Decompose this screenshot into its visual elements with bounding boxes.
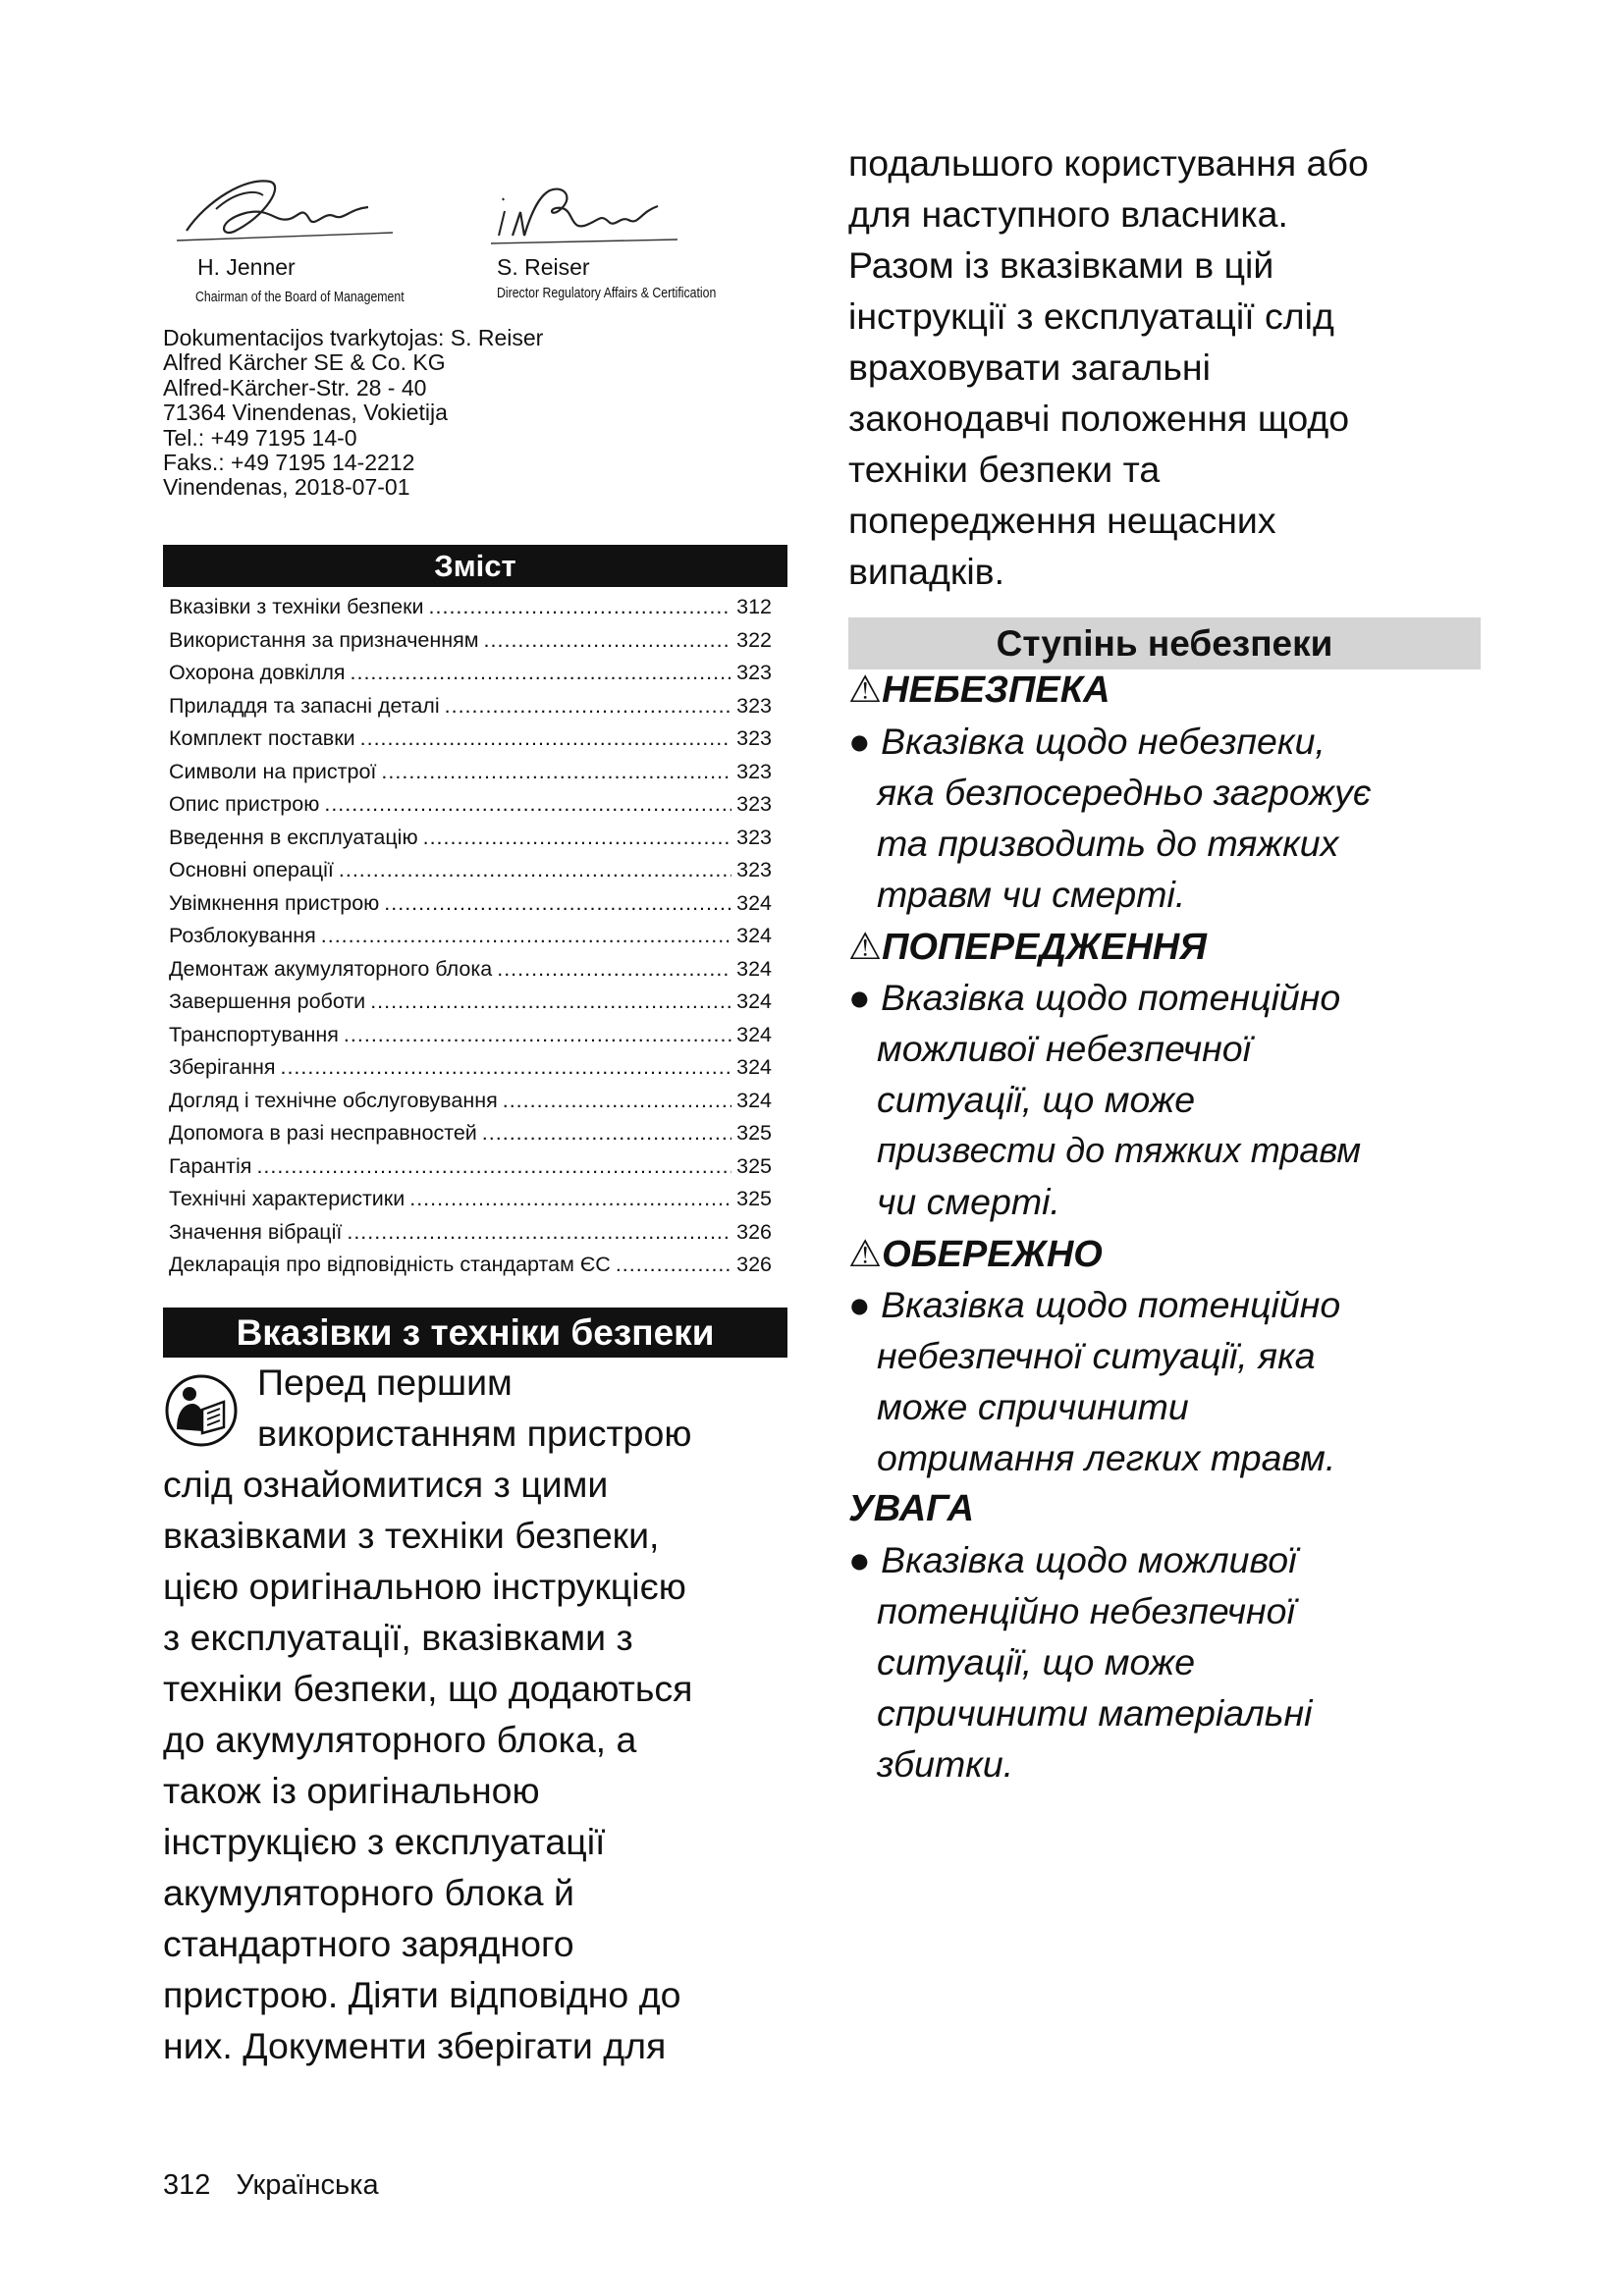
imprint-line: 71364 Vinendenas, Vokietija (163, 400, 448, 426)
level-warning-line: можливої небезпечної (877, 1028, 1251, 1069)
level-caution-line: отримання легких травм. (877, 1437, 1336, 1478)
text-line: попередження нещасних (848, 500, 1276, 541)
toc-entry[interactable]: Охорона довкілля ..... 323 (169, 661, 772, 694)
text-line: до акумуляторного блока, а (163, 1719, 637, 1760)
imprint-line: Vinendenas, 2018-07-01 (163, 474, 410, 501)
warning-triangle-icon: ⚠ (848, 1234, 883, 1275)
text-line: слід ознайомитися з цими (163, 1464, 609, 1505)
text-line: вказівками з техніки безпеки, (163, 1515, 660, 1556)
toc-heading: Зміст (163, 545, 787, 587)
level-caution-line: небезпечної ситуації, яка (877, 1335, 1316, 1376)
toc-entry[interactable]: Приладдя та запасні деталі ..... 323 (169, 694, 772, 727)
signature-title-reiser: Director Regulatory Affairs & Certification (497, 285, 717, 301)
signature-title-jenner: Chairman of the Board of Management (195, 289, 405, 305)
page-footer (163, 2169, 405, 2202)
safety-heading: Вказівки з техніки безпеки (163, 1308, 787, 1358)
signature-reiser (491, 177, 677, 255)
text-line: враховувати загальні (848, 347, 1211, 388)
signature-name-reiser: S. Reiser (497, 254, 590, 280)
text-line: для наступного власника. (848, 193, 1288, 235)
toc-entry[interactable]: Гарантія ..... 325 (169, 1154, 772, 1188)
safety-intro-text (163, 1459, 692, 2071)
toc-entry[interactable]: Транспортування ..... 324 (169, 1023, 772, 1056)
text-line: також із оригінальною (163, 1770, 540, 1811)
level-caution-line: ● Вказівка щодо потенційно (848, 1284, 1341, 1325)
read-manual-icon (163, 1372, 240, 1449)
text-line: подальшого користування або (848, 142, 1369, 184)
level-warning-line: призвести до тяжких травм (877, 1130, 1362, 1170)
page-number: 312 (163, 2169, 211, 2201)
text-line: використанням пристрою (257, 1413, 692, 1454)
text-line: цією оригінальною інструкцією (163, 1566, 686, 1607)
text-line: з експлуатації, вказівками з (163, 1617, 633, 1658)
toc-entry[interactable]: Декларація про відповідність стандартам ЄС ..... 326 (169, 1253, 772, 1286)
signature-name-jenner: H. Jenner (197, 254, 296, 280)
text-line: техніки безпеки та (848, 449, 1161, 490)
imprint-line: Faks.: +49 7195 14-2212 (163, 450, 415, 476)
level-danger-line: травм чи смерті. (877, 874, 1186, 915)
toc-entry[interactable]: Завершення роботи ..... 324 (169, 989, 772, 1023)
signature-jenner (177, 162, 393, 255)
hazard-levels-heading: Ступінь небезпеки (848, 617, 1481, 669)
level-notice-line: потенційно небезпечної (877, 1590, 1295, 1631)
toc-entry[interactable]: Розблокування ..... 324 (169, 924, 772, 957)
toc-entry[interactable]: Використання за призначенням ..... 322 (169, 628, 772, 662)
toc-entry[interactable]: Демонтаж акумуляторного блока ..... 324 (169, 957, 772, 990)
level-notice-line: збитки. (877, 1743, 1014, 1785)
level-notice-heading: УВАГА (848, 1488, 975, 1529)
toc-entry[interactable]: Увімкнення пристрою ..... 324 (169, 891, 772, 925)
text-line: пристрою. Діяти відповідно до (163, 1974, 681, 2015)
toc-entry[interactable]: Опис пристрою ..... 323 (169, 792, 772, 826)
text-line: Разом із вказівками в цій (848, 244, 1274, 286)
toc-entry[interactable]: Основні операції ..... 323 (169, 858, 772, 891)
imprint-line: Dokumentacijos tvarkytojas: S. Reiser (163, 325, 544, 350)
text-line: інструкції з експлуатації слід (848, 295, 1334, 337)
level-caution-line: може спричинити (877, 1386, 1189, 1427)
level-danger-heading: ⚠НЕБЕЗПЕКА (848, 669, 1110, 711)
toc-entry[interactable]: Символи на пристрої ..... 323 (169, 760, 772, 793)
imprint-line: Alfred-Kärcher-Str. 28 - 40 (163, 374, 427, 400)
toc-entry[interactable]: Допомога в разі несправностей ..... 325 (169, 1121, 772, 1154)
text-line: техніки безпеки, що додаються (163, 1668, 693, 1709)
safety-intro-icon-lines (257, 1357, 692, 1459)
level-warning-line: чи смерті. (877, 1181, 1060, 1222)
text-line: Перед першим (257, 1362, 513, 1403)
bullet-icon: ● (848, 1284, 871, 1325)
text-line: законодавчі положення щодо (848, 398, 1350, 439)
level-notice-line: спричинити матеріальні (877, 1692, 1313, 1734)
level-danger-line: яка безпосередньо загрожує (877, 772, 1372, 813)
warning-triangle-icon: ⚠ (848, 927, 883, 968)
imprint-line: Alfred Kärcher SE & Co. KG (163, 349, 446, 376)
footer-language: Українська (236, 2169, 379, 2201)
level-notice-line: ● Вказівка щодо можливої (848, 1539, 1297, 1580)
toc-entry[interactable]: Комплект поставки ..... 323 (169, 726, 772, 760)
level-warning-heading: ⚠ПОПЕРЕДЖЕННЯ (848, 927, 1207, 968)
imprint-block (163, 326, 543, 501)
level-notice-line: ситуації, що може (877, 1641, 1196, 1682)
text-line: інструкцією з експлуатації (163, 1821, 606, 1862)
level-warning-line: ● Вказівка щодо потенційно (848, 977, 1341, 1018)
text-line: стандартного зарядного (163, 1923, 574, 1964)
level-caution-heading: ⚠ОБЕРЕЖНО (848, 1234, 1103, 1275)
toc-entry[interactable]: Вказівки з техніки безпеки ..... 312 (169, 595, 772, 628)
toc-entry[interactable]: Значення вібрації ..... 326 (169, 1220, 772, 1254)
toc-entry[interactable]: Догляд і технічне обслуговування ..... 324 (169, 1089, 772, 1122)
toc-entry[interactable]: Технічні характеристики ..... 325 (169, 1187, 772, 1220)
bullet-icon: ● (848, 1539, 871, 1580)
bullet-icon: ● (848, 721, 871, 762)
bullet-icon: ● (848, 977, 871, 1018)
imprint-line: Tel.: +49 7195 14-0 (163, 424, 357, 451)
text-line: акумуляторного блока й (163, 1872, 574, 1913)
level-danger-line: та призводить до тяжких (877, 823, 1339, 864)
safety-continuation-text (848, 137, 1369, 597)
warning-triangle-icon: ⚠ (848, 669, 883, 711)
level-danger-line: ● Вказівка щодо небезпеки, (848, 721, 1326, 762)
toc-entry[interactable]: Зберігання ..... 324 (169, 1055, 772, 1089)
text-line: випадків. (848, 551, 1004, 592)
text-line: них. Документи зберігати для (163, 2025, 667, 2066)
level-warning-line: ситуації, що може (877, 1079, 1196, 1120)
toc-entry[interactable]: Введення в експлуатацію ..... 323 (169, 826, 772, 859)
table-of-contents (169, 595, 772, 1286)
